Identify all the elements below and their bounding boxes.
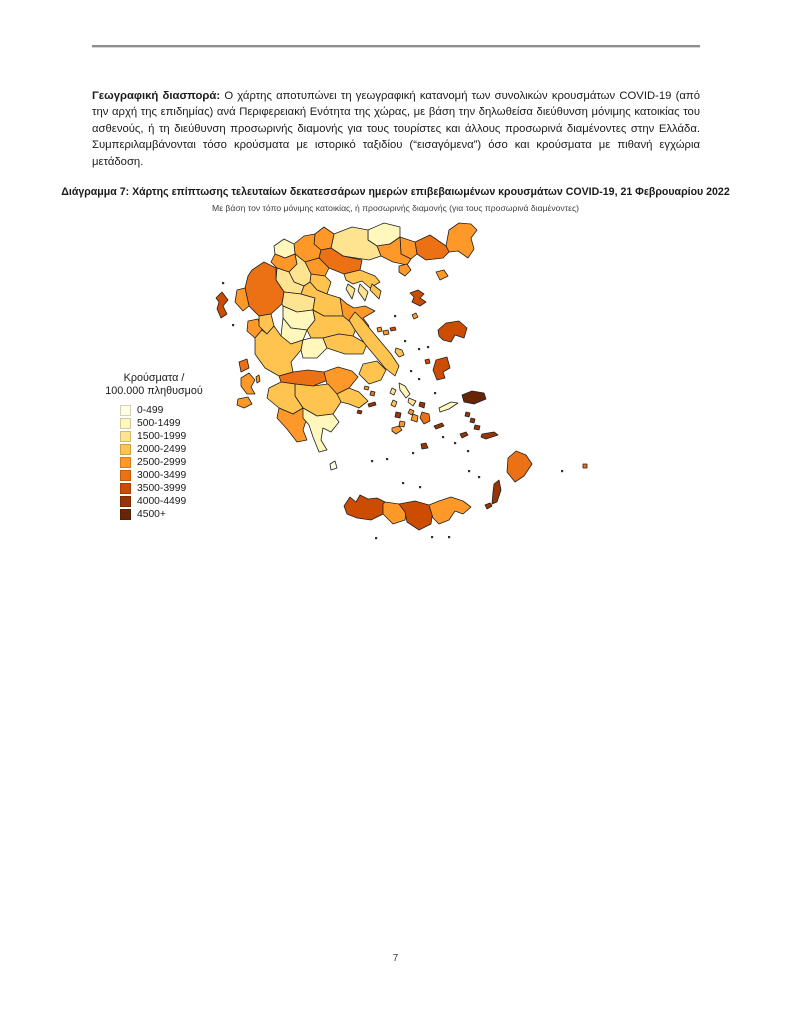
- region-chios: [433, 357, 450, 380]
- legend-title: [84, 372, 224, 398]
- region-leros: [470, 418, 475, 423]
- legend-swatch: [120, 483, 131, 494]
- region-ydra: [368, 402, 376, 407]
- legend-item: [84, 404, 224, 417]
- islet: [442, 436, 444, 438]
- legend-label: 4500+: [137, 509, 166, 520]
- legend-items: [84, 404, 224, 521]
- legend-title-line2: 100.000 πληθυσμού: [105, 385, 203, 397]
- islet: [222, 282, 224, 284]
- region-ithaki: [256, 375, 260, 383]
- region-skiathos: [377, 327, 382, 332]
- islet: [467, 450, 469, 452]
- legend-item: [84, 482, 224, 495]
- legend-swatch: [120, 418, 131, 429]
- islet: [402, 482, 404, 484]
- intro-label: Γεωγραφική διασπορά:: [92, 90, 221, 102]
- legend-label: 500-1499: [137, 418, 181, 429]
- region-kerkyra: [216, 292, 228, 318]
- map-figure: [172, 218, 592, 558]
- region-mykonos: [419, 402, 425, 408]
- region-tinos: [408, 398, 416, 406]
- region-karpathos: [492, 480, 501, 504]
- region-sifnos: [399, 421, 405, 427]
- legend-item: [84, 417, 224, 430]
- legend-swatch: [120, 496, 131, 507]
- islet: [232, 324, 234, 326]
- region-patmos: [465, 412, 470, 417]
- islet: [386, 458, 388, 460]
- islet: [375, 537, 377, 539]
- islet: [404, 340, 406, 342]
- islet: [418, 348, 420, 350]
- legend-swatch: [120, 405, 131, 416]
- legend-swatch: [120, 509, 131, 520]
- islet: [454, 442, 456, 444]
- region-zakynthos: [237, 397, 252, 408]
- region-chania: [344, 495, 385, 520]
- islet: [419, 486, 421, 488]
- page-number: 7: [392, 953, 399, 964]
- legend-label: 1500-1999: [137, 431, 187, 442]
- region-kasos: [485, 503, 492, 509]
- region-kos: [481, 432, 498, 439]
- legend-label: 0-499: [137, 405, 164, 416]
- region-kythnos: [391, 400, 397, 407]
- legend-label: 4000-4499: [137, 496, 187, 507]
- legend-label: 2500-2999: [137, 457, 187, 468]
- legend-swatch: [120, 444, 131, 455]
- islet: [468, 470, 470, 472]
- region-skyros: [395, 348, 404, 357]
- header-rule: [92, 45, 700, 48]
- legend-item: [84, 443, 224, 456]
- region-alonnisos: [390, 327, 396, 331]
- region-lasithi: [429, 497, 471, 524]
- region-astypalaia: [460, 432, 468, 438]
- legend-swatch: [120, 457, 131, 468]
- region-psara: [425, 359, 430, 364]
- legend-label: 3500-3999: [137, 483, 187, 494]
- legend-label: 3000-3499: [137, 470, 187, 481]
- legend-swatch: [120, 470, 131, 481]
- region-skopelos: [383, 330, 389, 335]
- figure-title: Διάγραμμα 7: Χάρτης επίπτωσης τελευταίων δεκατεσσάρων ημερών επιβεβαιωμένων κρουσμάτων COVID-19, 21 Φεβρουαρίου 2022: [61, 186, 730, 198]
- region-evros: [446, 223, 477, 258]
- region-andros: [399, 383, 410, 398]
- region-samos: [462, 391, 486, 404]
- legend-item: [84, 469, 224, 482]
- region-serifos: [395, 412, 401, 418]
- region-samothraki: [436, 270, 448, 280]
- region-amorgos: [434, 423, 444, 429]
- islet: [410, 370, 412, 372]
- region-santorini: [421, 443, 428, 449]
- islet: [434, 392, 436, 394]
- islet: [371, 460, 373, 462]
- region-kythira: [330, 461, 337, 470]
- region-spetses: [357, 410, 362, 414]
- figure-subtitle: Με βάση τον τόπο μόνιμης κατοικίας, ή προσωρινής διαμονής (για τους προσωρινά διαμένοντες): [212, 203, 579, 213]
- region-lefkada: [239, 359, 249, 372]
- region-kea: [390, 388, 396, 395]
- greece-map: [172, 218, 592, 558]
- legend-item: [84, 508, 224, 521]
- intro-body: Ο χάρτης αποτυπώνει τη γεωγραφική κατανομή των συνολικών κρουσμάτων COVID-19 (από την αρχή της επιδημίας) ανά Περιφερειακή Ενότητα της χώρας, με βάση την δηλωθείσα διεύθυνση μόνιμης κατοικίας του ασθενούς, ή τη διεύθυνση προσωρινής διαμονής για τους τουρίστες και άλλους προσωρινά διαμένοντες στην Ελλάδα. Συμπεριλαμβάνονται τόσο κρούσματα με ιστορικό ταξιδίου (“εισαγόμενα”) όσο και κρούσματα με πιθανή εγχώρια μετάδοση.: [92, 90, 701, 168]
- map-legend: [84, 372, 224, 521]
- islet: [478, 476, 480, 478]
- region-kastellorizo: [583, 464, 587, 468]
- islet: [427, 346, 429, 348]
- region-athos: [370, 284, 381, 299]
- islet: [448, 536, 450, 538]
- intro-paragraph: [92, 88, 700, 170]
- region-limnos: [410, 290, 426, 306]
- region-kassandra: [346, 284, 355, 299]
- islet: [561, 470, 563, 472]
- legend-item: [84, 495, 224, 508]
- islet: [394, 315, 396, 317]
- region-aigina: [370, 391, 375, 396]
- legend-label: 2000-2499: [137, 444, 187, 455]
- region-lesvos: [438, 321, 467, 342]
- region-rodos: [507, 451, 532, 482]
- region-agios-efstratios: [412, 313, 418, 319]
- region-rodopi: [415, 235, 449, 260]
- region-thasos: [399, 264, 411, 276]
- legend-item: [84, 456, 224, 469]
- region-ikaria: [439, 402, 458, 412]
- legend-item: [84, 430, 224, 443]
- region-naxos: [420, 412, 430, 424]
- legend-title-line1: Κρούσματα /: [123, 372, 185, 384]
- region-milos: [392, 426, 402, 434]
- region-sithonia: [358, 284, 368, 301]
- islet: [418, 378, 420, 380]
- legend-swatch: [120, 431, 131, 442]
- region-kalymnos: [474, 425, 480, 430]
- islet: [412, 452, 414, 454]
- region-fokida: [301, 338, 327, 358]
- region-kefalonia: [241, 373, 255, 394]
- region-salamina: [364, 386, 369, 390]
- islet: [431, 536, 433, 538]
